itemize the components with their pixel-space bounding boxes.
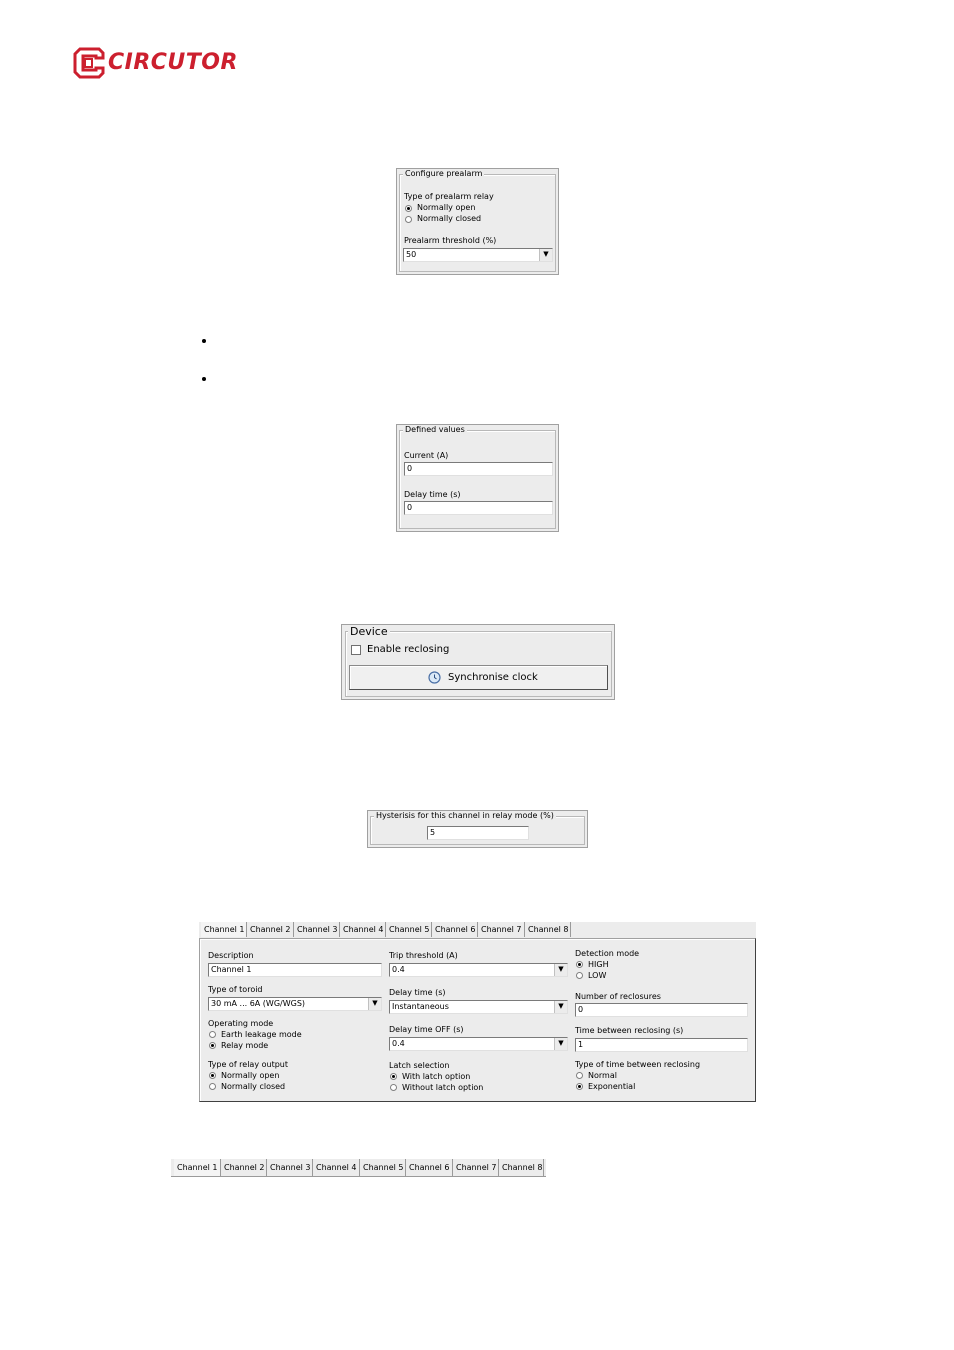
prealarm-group-title: Configure prealarm xyxy=(405,169,483,178)
type-time-normal-label[interactable]: Normal xyxy=(588,1071,617,1080)
prealarm-threshold-value: 50 xyxy=(406,250,417,259)
device-panel xyxy=(341,624,615,700)
channel-tab-strip xyxy=(171,1159,546,1177)
current-input[interactable]: 0 xyxy=(404,462,553,476)
strip-tab-channel-2[interactable]: Channel 2 xyxy=(221,1159,267,1176)
strip-tab-channel-6[interactable]: Channel 6 xyxy=(406,1159,453,1176)
current-label: Current (A) xyxy=(404,451,449,460)
tab-channel-5[interactable]: Channel 5 xyxy=(386,922,432,937)
defined-values-panel xyxy=(396,424,559,532)
type-time-exponential-radio[interactable] xyxy=(576,1083,583,1090)
trip-threshold-value: 0.4 xyxy=(392,965,405,974)
trip-threshold-select[interactable] xyxy=(389,963,568,977)
tab-channel-8[interactable]: Channel 8 xyxy=(525,922,571,937)
strip-tab-channel-5[interactable]: Channel 5 xyxy=(360,1159,406,1176)
bullet-point xyxy=(202,339,206,343)
relay-output-normally-closed-radio[interactable] xyxy=(209,1083,216,1090)
circutor-logo xyxy=(72,46,247,80)
chevron-down-icon[interactable]: ▼ xyxy=(554,964,567,976)
time-between-reclosing-input[interactable]: 1 xyxy=(575,1038,748,1052)
relay-output-normally-closed-label[interactable]: Normally closed xyxy=(221,1082,286,1091)
channel-tab-bar xyxy=(199,922,573,939)
detection-low-radio[interactable] xyxy=(576,972,583,979)
prealarm-normally-closed-label[interactable]: Normally closed xyxy=(417,214,482,223)
relay-mode-label[interactable]: Relay mode xyxy=(221,1041,269,1050)
time-between-reclosing-label: Time between reclosing (s) xyxy=(575,1026,684,1035)
chevron-down-icon[interactable]: ▼ xyxy=(539,249,552,261)
relay-output-normally-open-label[interactable]: Normally open xyxy=(221,1071,280,1080)
chevron-down-icon[interactable]: ▼ xyxy=(368,998,381,1010)
delay-time-label: Delay time (s) xyxy=(389,988,446,997)
hysteresis-panel xyxy=(367,810,588,848)
toroid-label: Type of toroid xyxy=(208,985,263,994)
earth-leakage-mode-radio[interactable] xyxy=(209,1031,216,1038)
chevron-down-icon[interactable]: ▼ xyxy=(554,1038,567,1050)
delay-time-label: Delay time (s) xyxy=(404,490,461,499)
detection-low-label[interactable]: LOW xyxy=(588,971,607,980)
prealarm-threshold-label: Prealarm threshold (%) xyxy=(404,236,497,245)
tab-channel-4[interactable]: Channel 4 xyxy=(340,922,386,937)
delay-time-input[interactable]: 0 xyxy=(404,501,553,515)
reclosures-label: Number of reclosures xyxy=(575,992,661,1001)
detection-high-label[interactable]: HIGH xyxy=(588,960,609,969)
logo-text: CIRCUTOR xyxy=(108,50,238,75)
strip-tab-channel-3[interactable]: Channel 3 xyxy=(267,1159,313,1176)
relay-output-normally-open-radio[interactable] xyxy=(209,1072,216,1079)
relay-mode-radio[interactable] xyxy=(209,1042,216,1049)
tab-channel-6[interactable]: Channel 6 xyxy=(432,922,478,937)
type-time-exponential-label[interactable]: Exponential xyxy=(588,1082,636,1091)
hysteresis-title: Hysterisis for this channel in relay mode (%) xyxy=(376,811,554,820)
without-latch-label[interactable]: Without latch option xyxy=(402,1083,484,1092)
prealarm-normally-open-radio[interactable] xyxy=(405,205,412,212)
earth-leakage-mode-label[interactable]: Earth leakage mode xyxy=(221,1030,302,1039)
prealarm-panel xyxy=(396,168,559,275)
strip-tab-channel-4[interactable]: Channel 4 xyxy=(313,1159,360,1176)
description-input[interactable]: Channel 1 xyxy=(208,963,382,977)
delay-time-select[interactable] xyxy=(389,1000,568,1014)
tab-channel-7[interactable]: Channel 7 xyxy=(478,922,525,937)
tab-channel-2[interactable]: Channel 2 xyxy=(247,922,294,937)
tab-channel-1[interactable]: Channel 1 xyxy=(201,922,247,937)
strip-tab-channel-1[interactable]: Channel 1 xyxy=(174,1159,221,1176)
bullet-point xyxy=(202,377,206,381)
toroid-value: 30 mA ... 6A (WG/WGS) xyxy=(211,999,306,1008)
prealarm-threshold-select[interactable] xyxy=(403,248,553,262)
detection-mode-label: Detection mode xyxy=(575,949,640,958)
channel-tab-page xyxy=(199,938,756,1102)
prealarm-relay-type-label: Type of prealarm relay xyxy=(404,192,494,201)
device-title: Device xyxy=(350,625,388,638)
prealarm-normally-closed-radio[interactable] xyxy=(405,216,412,223)
toroid-select[interactable] xyxy=(208,997,382,1011)
enable-reclosing-label[interactable]: Enable reclosing xyxy=(367,644,450,655)
delay-time-off-value: 0.4 xyxy=(392,1039,405,1048)
tab-channel-3[interactable]: Channel 3 xyxy=(294,922,340,937)
description-label: Description xyxy=(208,951,254,960)
latch-selection-label: Latch selection xyxy=(389,1061,450,1070)
defined-values-title: Defined values xyxy=(405,425,465,434)
strip-tab-channel-7[interactable]: Channel 7 xyxy=(453,1159,499,1176)
synchronise-clock-label: Synchronise clock xyxy=(448,672,538,683)
reclosures-input[interactable]: 0 xyxy=(575,1003,748,1017)
synchronise-clock-button[interactable] xyxy=(349,665,608,690)
prealarm-normally-open-label[interactable]: Normally open xyxy=(417,203,476,212)
clock-icon xyxy=(428,671,441,684)
detection-high-radio[interactable] xyxy=(576,961,583,968)
delay-time-off-label: Delay time OFF (s) xyxy=(389,1025,464,1034)
with-latch-label[interactable]: With latch option xyxy=(402,1072,471,1081)
type-time-between-label: Type of time between reclosing xyxy=(575,1060,701,1069)
type-time-normal-radio[interactable] xyxy=(576,1072,583,1079)
delay-time-off-select[interactable] xyxy=(389,1037,568,1051)
circutor-logo-mark xyxy=(72,46,106,80)
relay-output-type-label: Type of relay output xyxy=(208,1060,288,1069)
operating-mode-label: Operating mode xyxy=(208,1019,274,1028)
channel-config-window xyxy=(199,922,756,1102)
without-latch-radio[interactable] xyxy=(390,1084,397,1091)
trip-threshold-label: Trip threshold (A) xyxy=(389,951,458,960)
hysteresis-input[interactable]: 5 xyxy=(427,826,529,840)
strip-tab-channel-8[interactable]: Channel 8 xyxy=(499,1159,544,1176)
enable-reclosing-checkbox[interactable] xyxy=(351,645,361,655)
delay-time-value: Instantaneous xyxy=(392,1002,449,1011)
with-latch-radio[interactable] xyxy=(390,1073,397,1080)
chevron-down-icon[interactable]: ▼ xyxy=(554,1001,567,1013)
